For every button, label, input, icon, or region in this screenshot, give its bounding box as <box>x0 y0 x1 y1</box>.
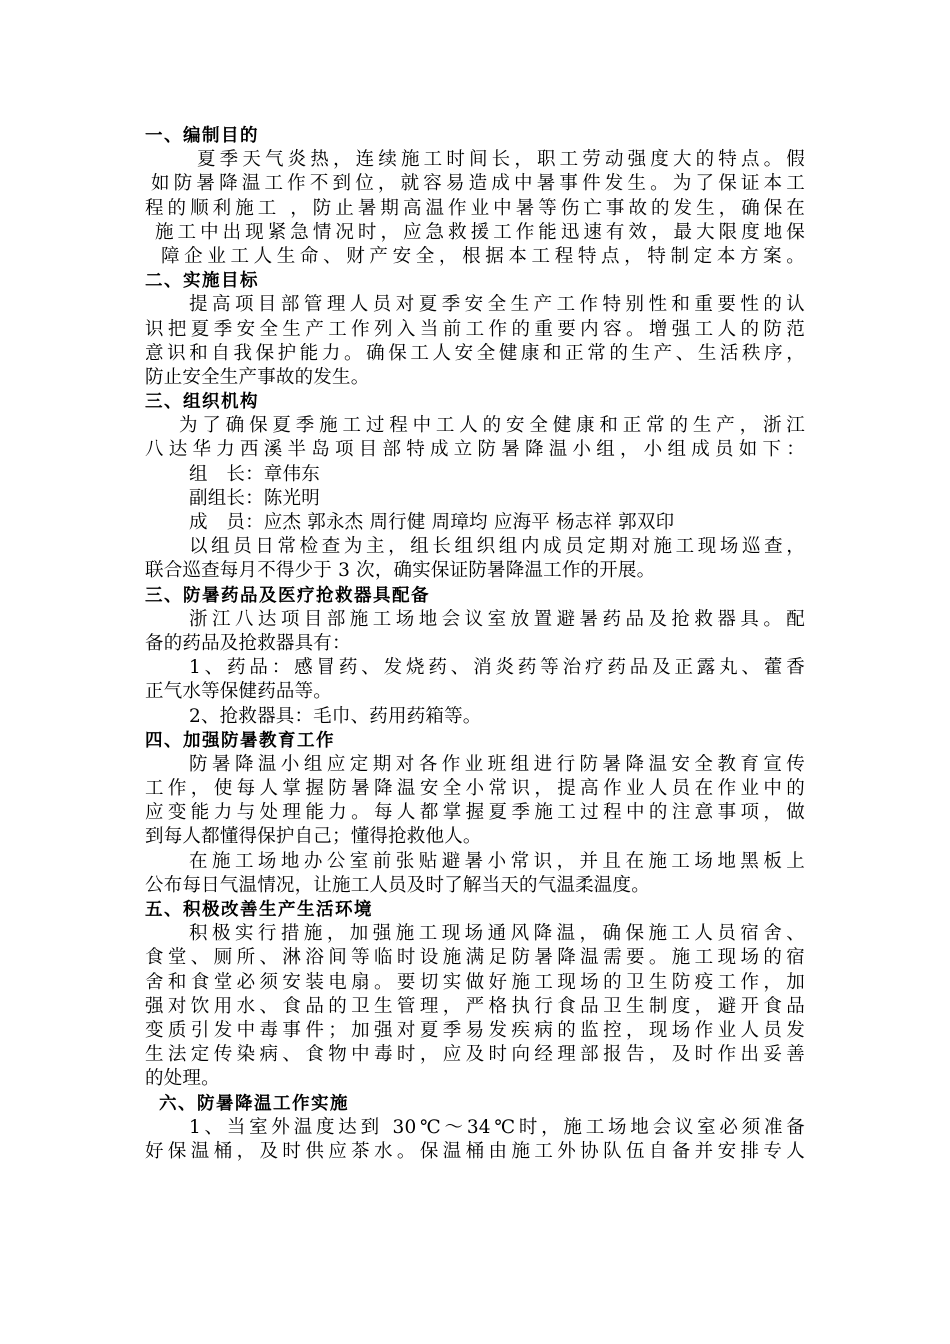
section-heading: 三、组织机构 <box>145 392 259 413</box>
paragraph-line: 好保温桶，及时供应茶水。保温桶由施工外协队伍自备并安排专人 <box>145 1140 805 1162</box>
section-heading: 二、实施目标 <box>145 271 259 292</box>
paragraph-line: 食堂、厕所、淋浴间等临时设施满足防暑降温需要。施工现场的宿 <box>145 947 805 969</box>
paragraph-line: 防暑降温小组应定期对各作业班组进行防暑降温安全教育宣传 <box>189 753 805 775</box>
paragraph-line: 工作，使每人掌握防暑降温安全小常识，提高作业人员在作业中的 <box>145 778 805 800</box>
paragraph-line: 夏季天气炎热，连续施工时间长，职工劳动强度大的特点。假 <box>197 149 805 171</box>
paragraph-line: 变质引发中毒事件；加强对夏季易发疾病的监控，现场作业人员发 <box>145 1019 805 1041</box>
paragraph-line: 在施工场地办公室前张贴避暑小常识，并且在施工场地黑板上 <box>189 850 805 872</box>
paragraph-line: 副组长：陈光明 <box>189 487 320 509</box>
paragraph-line: 障企业工人生命、财产安全，根据本工程特点，特制定本方案。 <box>161 245 805 267</box>
section-heading: 五、积极改善生产生活环境 <box>145 900 373 920</box>
paragraph-line: 组 长：章伟东 <box>189 463 320 485</box>
paragraph-line: 1、药品：感冒药、发烧药、消炎药等治疗药品及正露丸、藿香 <box>189 657 805 679</box>
paragraph-line: 积极实行措施，加强施工现场通风降温，确保施工人员宿舍、 <box>189 923 805 945</box>
paragraph-line: 成 员：应杰 郭永杰 周行健 周璋均 应海平 杨志祥 郭双印 <box>189 512 675 533</box>
paragraph-line: 意识和自我保护能力。确保工人安全健康和正常的生产、生活秩序， <box>145 342 805 364</box>
paragraph-line: 识把夏季安全生产工作列入当前工作的重要内容。增强工人的防范 <box>145 318 805 340</box>
paragraph-line: 到每人都懂得保护自己；懂得抢救他人。 <box>145 826 482 848</box>
paragraph-line: 公布每日气温情况，让施工人员及时了解当天的气温柔温度。 <box>145 874 650 896</box>
paragraph-line: 施工中出现紧急情况时，应急救援工作能迅速有效，最大限度地保 <box>155 221 805 243</box>
paragraph-line: 生法定传染病、食物中毒时，应及时向经理部报告，及时作出妥善 <box>145 1044 805 1066</box>
paragraph-line: 应变能力与处理能力。每人都掌握夏季施工过程中的注意事项，做 <box>145 802 805 824</box>
paragraph-line: 正气水等保健药品等。 <box>145 681 333 703</box>
section-heading: 六、防暑降温工作实施 <box>159 1093 349 1114</box>
paragraph-line: 程的顺利施工 ，防止暑期高温作业中暑等伤亡事故的发生，确保在 <box>145 197 805 219</box>
paragraph-line: 舍和食堂必须安装电扇。要切实做好施工现场的卫生防疫工作，加 <box>145 971 805 993</box>
paragraph-line: 浙江八达项目部施工场地会议室放置避暑药品及抢救器具。配 <box>189 608 805 630</box>
section-heading: 三、防暑药品及医疗抢救器具配备 <box>145 585 430 606</box>
paragraph-line: 提高项目部管理人员对夏季安全生产工作特别性和重要性的认 <box>189 294 805 316</box>
paragraph-line: 八达华力西溪半岛项目部特成立防暑降温小组，小组成员如下： <box>145 439 805 461</box>
section-heading: 四、加强防暑教育工作 <box>145 730 335 751</box>
paragraph-line: 强对饮用水、食品的卫生管理，严格执行食品卫生制度，避开食品 <box>145 995 805 1017</box>
paragraph-line: 以组员日常检查为主，组长组织组内成员定期对施工现场巡查， <box>189 536 805 558</box>
paragraph-line: 联合巡查每月不得少于 3 次，确实保证防暑降温工作的开展。 <box>145 560 656 582</box>
document-page <box>145 124 815 1164</box>
paragraph-line: 2、抢救器具：毛巾、药用药箱等。 <box>189 705 482 727</box>
paragraph-line: 备的药品及抢救器具有： <box>145 632 351 654</box>
paragraph-line: 为了确保夏季施工过程中工人的安全健康和正常的生产，浙江 <box>179 415 805 437</box>
paragraph-line: 的处理。 <box>145 1068 220 1090</box>
section-heading: 一、编制目的 <box>145 126 259 146</box>
paragraph-line: 1、当室外温度达到 30℃～34℃时，施工场地会议室必须准备 <box>189 1116 805 1138</box>
paragraph-line: 防止安全生产事故的发生。 <box>145 366 370 388</box>
paragraph-line: 如防暑降温工作不到位，就容易造成中暑事件发生。为了保证本工 <box>151 173 805 195</box>
